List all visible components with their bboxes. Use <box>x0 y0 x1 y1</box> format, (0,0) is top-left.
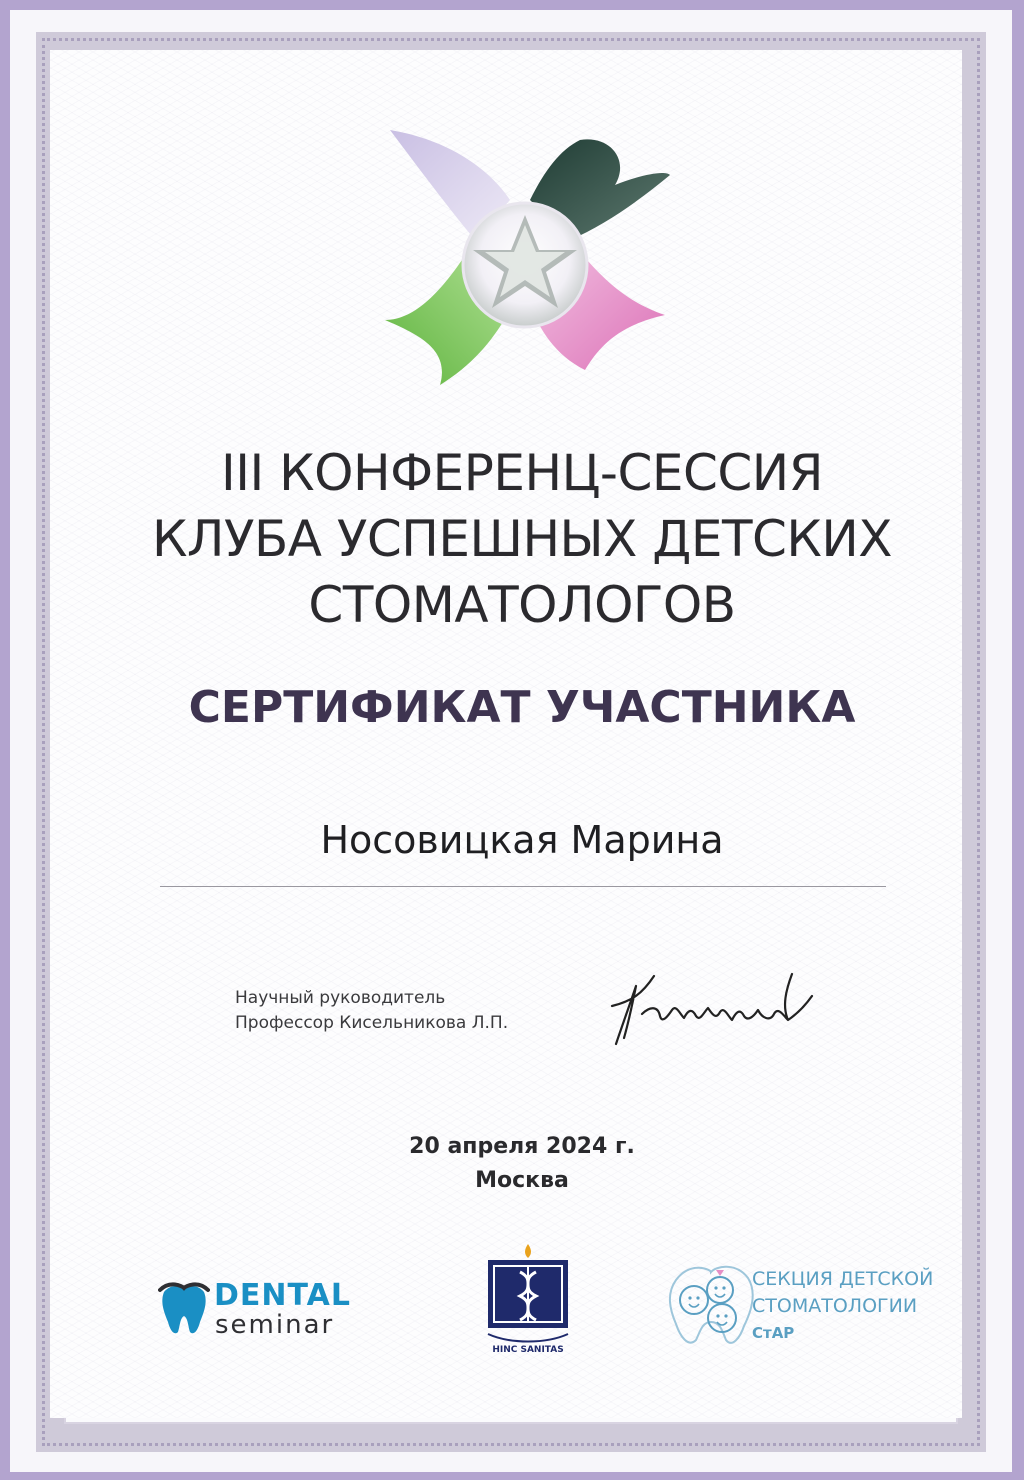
event-city: Москва <box>475 1168 569 1193</box>
certificate-subtitle: СЕРТИФИКАТ УЧАСТНИКА <box>188 682 856 733</box>
supervisor-role: Научный руководитель <box>235 988 446 1008</box>
date-location <box>110 1130 934 1198</box>
title-line-1: III КОНФЕРЕНЦ-СЕССИЯ <box>221 444 823 502</box>
dental-logo-top: DENTAL <box>214 1278 351 1313</box>
section-line-1: СЕКЦИЯ ДЕТСКОЙ <box>752 1268 934 1290</box>
supervisor-block <box>235 986 508 1036</box>
children-faces-icon <box>666 1260 756 1350</box>
supervisor-name: Профессор Кисельникова Л.П. <box>235 1013 509 1033</box>
title-line-2: КЛУБА УСПЕШНЫХ ДЕТСКИХ <box>151 510 893 568</box>
tooth-icon <box>158 1282 210 1336</box>
section-line-2: СТОМАТОЛОГИИ <box>752 1295 918 1317</box>
certificate-sheet <box>10 10 1012 1472</box>
dental-logo-bottom: seminar <box>215 1310 335 1340</box>
conference-title <box>110 440 934 638</box>
title-line-3: СТОМАТОЛОГОВ <box>308 576 736 634</box>
section-logo-text <box>752 1266 933 1347</box>
hinc-sanitas-emblem <box>480 1242 576 1360</box>
event-date: 20 апреля 2024 г. <box>409 1134 635 1159</box>
signature <box>602 966 826 1056</box>
section-abbr: СтАР <box>752 1324 795 1342</box>
name-underline <box>160 886 886 887</box>
hinc-label: HINC SANITAS <box>492 1345 564 1355</box>
participant-name: Носовицкая Марина <box>320 818 724 862</box>
conference-star-logo <box>380 130 670 390</box>
